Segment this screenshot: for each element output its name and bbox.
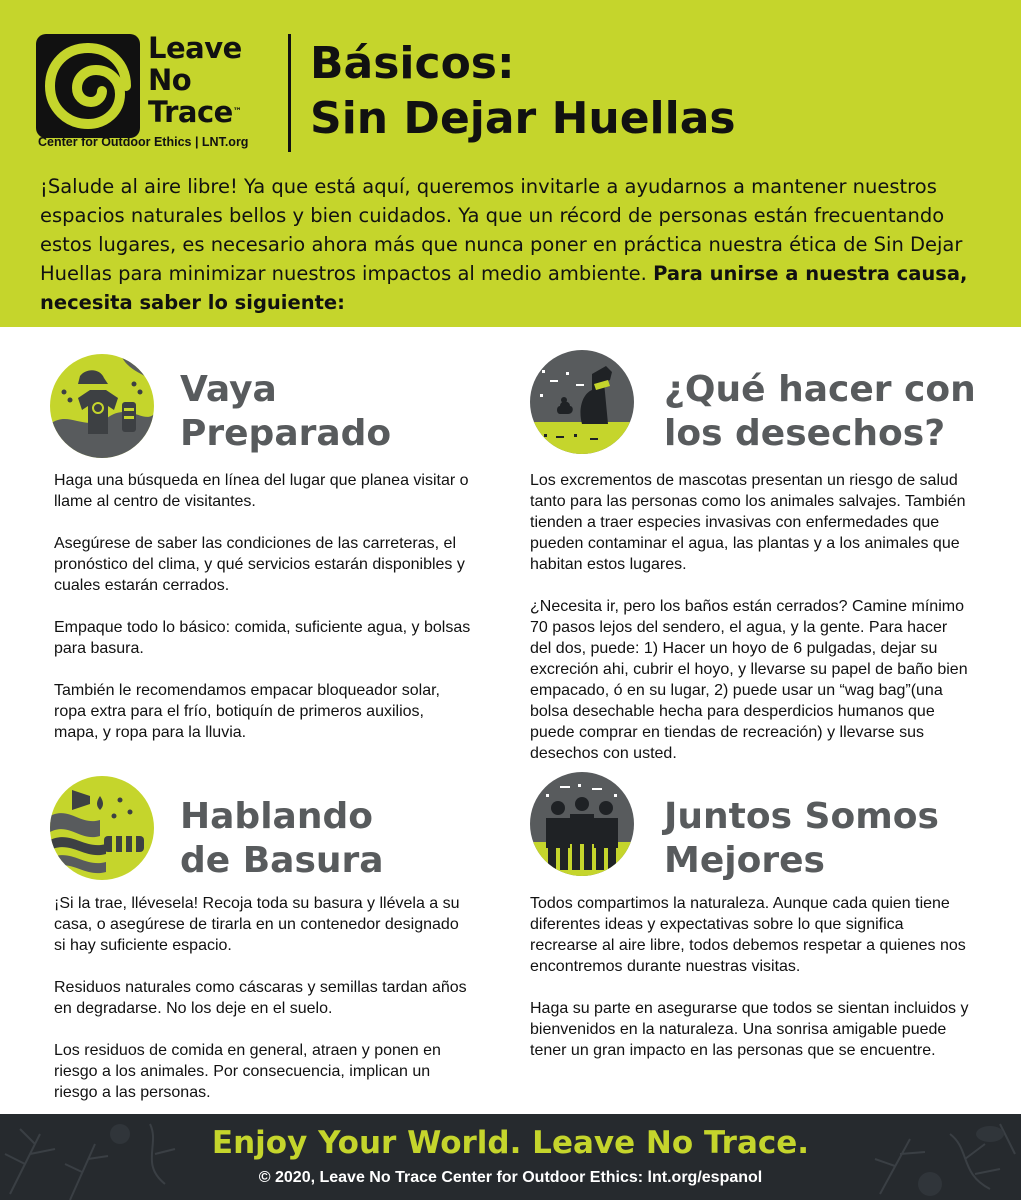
section-paragraph: Empaque todo lo básico: comida, suficiente agua, y bolsas para basura. [54,619,471,657]
section-body [54,893,472,1124]
section-title-line-2: los desechos? [664,413,946,454]
section-title [180,795,384,883]
people-group-icon [530,772,634,876]
section-title-line-1: ¿Qué hacer con [664,369,976,410]
section-paragraph: Asegúrese de saber las condiciones de las carreteras, el pronóstico del clima, y qué servicios estarán disponibles y cuales estarán cerrados. [54,535,465,594]
logo-line-2: No [148,63,192,97]
logo-tagline: Center for Outdoor Ethics | LNT.org [38,135,249,149]
footer-copyright[interactable]: © 2020, Leave No Trace Center for Outdoor Ethics: lnt.org/espanol [258,1169,763,1186]
section-paragraph: ¿Necesita ir, pero los baños están cerrados? Camine mínimo 70 pasos lejos del sendero, el agua, y la gente. Para hacer del dos, puede: 1) Hacer un hoyo de 6 pulgadas, dejar su excreción ahi, cubrir el hoyo, y llevarse su papel de baño bien empacado, ó en su lugar, 2) puede usar un “wag bag”(una bolsa desechable hecha para desperdicios humanos que puede comprar en tiendas de recreación) y llevarse sus desechos con usted. [530,598,968,762]
page-title-line-1: Básicos: [310,38,515,89]
section-title-line-2: de Basura [180,840,384,881]
section-body [530,893,970,1082]
section-body [54,470,472,764]
section-title [180,368,391,456]
dog-waste-icon [530,350,634,454]
section-paragraph: Haga su parte en asegurarse que todos se sientan incluidos y bienvenidos en la naturaleza. Una sonrisa amigable puede tener un gran impacto en las personas que se encuentre. [530,1000,969,1059]
section-paragraph: Los residuos de comida en general, atraen y ponen en riesgo a los animales. Por consecuencia, implican un riesgo a las personas. [54,1042,441,1101]
trademark-symbol: ™ [232,107,242,117]
section-paragraph: También le recomendamos empacar bloqueador solar, ropa extra para el frío, botiquín de primeros auxilios, mapa, y ropa para la lluvia. [54,682,440,741]
section-title [664,368,976,456]
section-paragraph: Los excrementos de mascotas presentan un riesgo de salud tanto para las personas como los animales salvajes. También tienden a traer especies invasivas con enfermedades que pueden contaminar el agua, las plantas y a los animales que habitan estos lugares. [530,472,966,573]
trash-icon [50,776,154,880]
leave-no-trace-logo[interactable] [30,30,280,155]
section-title-line-1: Vaya [180,369,277,410]
section-title-line-1: Juntos Somos [664,796,939,837]
section-paragraph: ¡Si la trae, llévesela! Recoja toda su basura y llévela a su casa, o asegúrese de tirarla en un contenedor designado si hay suficiente espacio. [54,895,460,954]
logo-wordmark [148,32,242,128]
intro-text: ¡Salude al aire libre! Ya que está aquí, queremos invitarle a ayudarnos a mantener nuestros espacios naturales bellos y bien cuidados. Ya que un récord de personas están frecuentando estos lugares, es necesario ahora más que nunca poner en práctica nuestra ética de Sin Dejar Huellas para minimizar nuestros impactos al medio ambiente. [40,175,963,285]
section-paragraph: Haga una búsqueda en línea del lugar que planea visitar o llame al centro de visitantes. [54,472,469,510]
footer-slogan: Enjoy Your World. Leave No Trace. [211,1125,810,1161]
logo-line-1: Leave [148,31,242,65]
header-banner [0,0,1021,327]
intro-paragraph [40,172,990,317]
footer-banner [0,1114,1021,1200]
section-title [664,795,939,883]
section-title-line-2: Mejores [664,840,825,881]
backpacking-gear-icon [50,354,154,458]
header-divider [288,34,291,152]
section-paragraph: Todos compartimos la naturaleza. Aunque cada quien tiene diferentes ideas y expectativas sobre lo que significa recrearse al aire libre, todos debemos respetar a quienes nos encontremos durante nuestras visitas. [530,895,966,975]
section-paragraph: Residuos naturales como cáscaras y semillas tardan años en degradarse. No los deje en el suelo. [54,979,467,1017]
intro-bold-callout: Para unirse a nuestra causa, necesita saber lo siguiente: [40,262,968,314]
spiral-logo-icon [36,34,140,138]
section-body [530,470,970,785]
page-title-line-2: Sin Dejar Huellas [310,93,736,144]
page-title [310,36,736,146]
section-title-line-2: Preparado [180,413,392,454]
section-title-line-1: Hablando [180,796,373,837]
logo-line-3: Trace [148,95,233,129]
